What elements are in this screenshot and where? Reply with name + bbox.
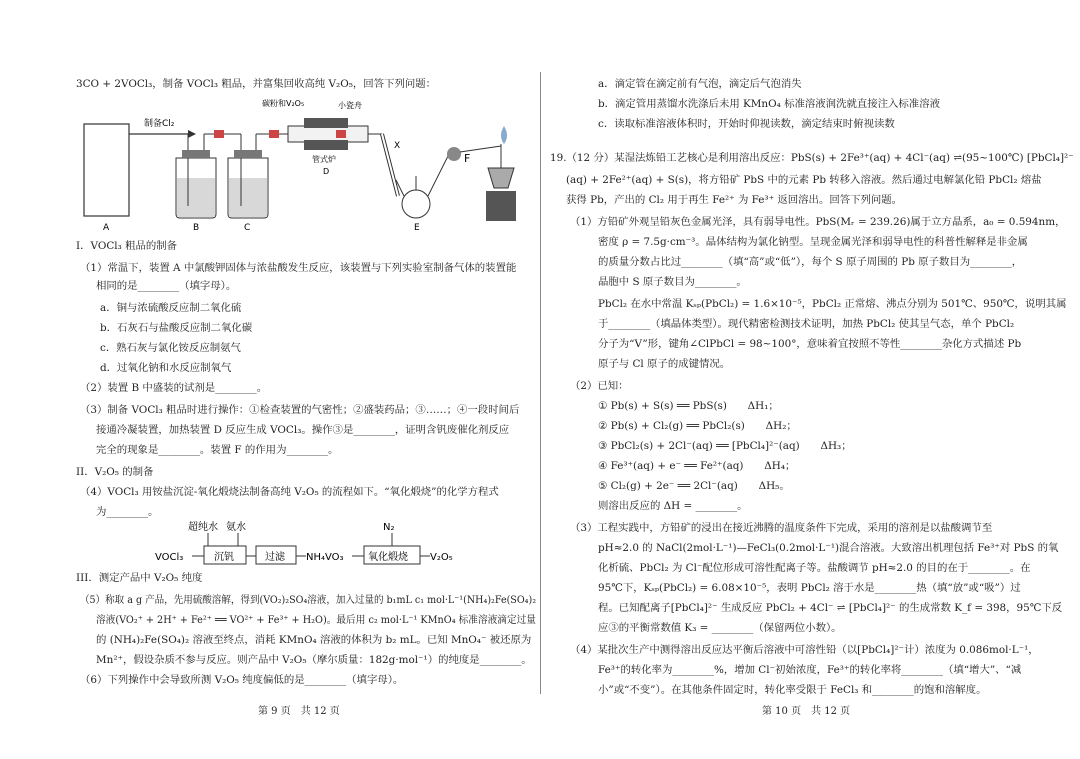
line: 密度 ρ = 7.5g·cm⁻³。晶体结构为氯化钠型。呈现金属光泽和弱导电性的科普性解释是非金属 <box>598 236 1028 248</box>
flow-gas: N₂ <box>383 522 395 533</box>
line: 则溶出反应的 ΔH = ________。 <box>598 500 748 512</box>
label-e: E <box>414 223 420 233</box>
page-footer-left: 第 9 页 共 12 页 <box>258 706 340 717</box>
line: 95℃下，Kₛₚ(PbCl₂) = 6.08×10⁻⁵，表明 PbCl₂ 溶于水是________热（填“放”或“吸”）过 <box>598 582 1021 594</box>
section-heading: III．测定产品中 V₂O₅ 纯度 <box>76 572 203 584</box>
line: 于________（填晶体类型）。现代精密检测技术证明，加热 PbCl₂ 使其呈气态，单个 PbCl₂ <box>598 318 1015 330</box>
line: PbCl₂ 在水中常温 Kₛₚ(PbCl₂) = 1.6×10⁻⁵，PbCl₂ 正常熔、沸点分别为 501℃、950℃，说明其属 <box>598 298 1067 310</box>
equation-5: ⑤ Cl₂(g) + 2e⁻ ══ 2Cl⁻(aq) ΔH₅。 <box>598 480 790 492</box>
drying-tube-f <box>447 147 461 161</box>
intro-line: 3CO + 2VOCl₃，制备 VOCl₃ 粗品，并富集回收高纯 V₂O₅，回答下列问题： <box>76 78 437 90</box>
label-boat: 小瓷舟 <box>338 101 362 110</box>
line: 程。已知配离子[PbCl₄]²⁻ 生成反应 PbCl₂ + 4Cl⁻ ⇌ [PbCl₄]²⁻ 的生成常数 K_f = 398，95℃下反 <box>598 602 1063 614</box>
line: 化析硫、PbCl₂ 为 Cl⁻配位形成可溶性配离子等。盐酸调节 pH≈2.0 的目的在于________。在 <box>598 562 1031 574</box>
option-a: a．滴定管在滴定前有气泡，滴定后气泡消失 <box>598 78 802 90</box>
line: （4）VOCl₃ 用铵盐沉淀-氧化煅烧法制备高纯 V₂O₅ 的流程如下。“氧化煅烧”的化学方程式 <box>80 486 499 498</box>
flow-reagent2: 氨水 <box>226 522 246 533</box>
line: （1）常温下，装置 A 中氯酸钾固体与浓盐酸发生反应，该装置与下列实验室制备气体的装置能 <box>80 262 517 274</box>
line: 分子为“V”形，键角∠ClPbCl = 98~100°，意味着宜按照不等性________杂化方式描述 Pb <box>598 338 1022 350</box>
line: （3）工程实践中，方铅矿的浸出在接近沸腾的温度条件下完成，采用的溶剂是以盐酸调节至 <box>570 522 993 534</box>
svg-text:过滤: 过滤 <box>265 552 285 563</box>
page-footer-right: 第 10 页 共 12 页 <box>762 706 851 717</box>
line: 为________。 <box>96 506 159 518</box>
option-c: c．读取标准溶液体积时，开始时仰视读数，滴定结束时俯视读数 <box>598 118 895 130</box>
apparatus-diagram <box>76 96 536 236</box>
label-carbon: 碳粉和V₂O₅ <box>262 99 305 108</box>
flow-end: V₂O₅ <box>430 552 453 563</box>
question-19: 19.（12 分）某湿法炼铅工艺核心是利用溶出反应：PbS(s) + 2Fe³⁺(aq) + 4Cl⁻(aq) ⇌(95~100℃) [PbCl₄]²⁻ <box>550 152 1074 164</box>
label-chlorine: 制备Cl₂ <box>144 119 175 129</box>
label-d: D <box>323 167 330 176</box>
equation-3: ③ PbCl₂(s) + 2Cl⁻(aq) ══ [PbCl₄]²⁻(aq) ΔH₃； <box>598 440 852 452</box>
equation-4: ④ Fe³⁺(aq) + e⁻ ══ Fe²⁺(aq) ΔH₄； <box>598 460 796 472</box>
line: （2）装置 B 中盛装的试剂是________。 <box>80 382 268 394</box>
label-b: B <box>193 223 200 233</box>
line: 接通冷凝装置，加热装置 D 反应生成 VOCl₃。操作③是________，证明含钒废催化剂反应 <box>96 424 510 436</box>
flow-reagent1: 超纯水 <box>188 522 218 533</box>
line: 晶胞中 S 原子数目为________。 <box>598 276 747 288</box>
line: 原子与 Cl 原子的成键情况。 <box>598 358 731 370</box>
line: 相同的是________（填字母）。 <box>96 280 237 292</box>
line: （5）称取 a g 产品，先用硫酸溶解，得到(VO₂)₂SO₄溶液，加入过量的 b₁mL c₁ mol·L⁻¹(NH₄)₂Fe(SO₄)₂ <box>80 594 537 606</box>
label-a: A <box>103 223 110 233</box>
flask-e <box>402 190 430 218</box>
option-a: a．铜与浓硫酸反应制二氧化硫 <box>100 302 242 314</box>
line: 小”或“不变”）。在其他条件固定时，转化率受限于 FeCl₃ 和________的饱和溶解度。 <box>598 684 987 696</box>
line: pH≈2.0 的 NaCl(2mol·L⁻¹)—FeCl₃(0.2mol·L⁻¹)混合溶液。大致溶出机理包括 Fe³⁺对 PbS 的氧 <box>598 542 1059 554</box>
line: 应③的平衡常数值 K₃ = ________（保留两位小数）。 <box>598 622 842 634</box>
equation-2: ② Pb(s) + Cl₂(g) ══ PbCl₂(s) ΔH₂； <box>598 420 797 432</box>
line: （6）下列操作中会导致所测 V₂O₅ 纯度偏低的是________（填字母）。 <box>80 674 404 686</box>
flow-mid: NH₄VO₃ <box>306 552 344 563</box>
tube-furnace-d <box>288 126 368 142</box>
line: (aq) + 2Fe²⁺(aq) + S(s)，将方铅矿 PbS 中的元素 Pb 转移入溶液。然后通过电解氯化铅 PbCl₂ 熔盐 <box>566 174 1042 186</box>
line: （4）某批次生产中测得溶出反应达平衡后溶液中可溶性铅（以[PbCl₄]²⁻计）浓度为 0.086mol·L⁻¹， <box>570 644 1039 656</box>
section-heading: II．V₂O₅ 的制备 <box>76 466 154 478</box>
line: 溶液(VO₂⁺ + 2H⁺ + Fe²⁺ ══ VO²⁺ + Fe³⁺ + H₂O)。最后用 c₂ mol·L⁻¹ KMnO₄ 标准溶液滴定过量 <box>96 614 536 626</box>
label-x: X <box>394 141 401 151</box>
line: （3）制备 VOCl₃ 粗品时进行操作：①检查装置的气密性；②盛装药品；③……；④一段时间后 <box>80 404 520 416</box>
option-b: b．滴定管用蒸馏水洗涤后未用 KMnO₄ 标准溶液润洗就直接注入标准溶液 <box>598 98 940 110</box>
line: （2）已知： <box>570 380 629 392</box>
flow-diagram <box>150 518 470 570</box>
label-f: F <box>464 152 471 165</box>
right-page <box>540 0 1080 759</box>
option-b: b．石灰石与盐酸反应制二氧化碳 <box>100 322 253 334</box>
line: 获得 Pb，产出的 Cl₂ 用于再生 Fe²⁺ 为 Fe³⁺ 返回溶出。回答下列问题。 <box>566 194 903 206</box>
label-c: C <box>244 223 251 233</box>
line: I．VOCl₃ 粗品的制备 <box>76 240 178 252</box>
line: Mn²⁺，假设杂质不参与反应。则产品中 V₂O₅（摩尔质量：182g·mol⁻¹）的纯度是________。 <box>96 654 532 666</box>
line: Fe³⁺的转化率为________%，增加 Cl⁻初始浓度，Fe³⁺的转化率将________（填“增大”、“减 <box>598 664 1022 676</box>
svg-text:氧化煅烧: 氧化煅烧 <box>368 552 408 563</box>
line: 的 (NH₄)₂Fe(SO₄)₂ 溶液至终点，消耗 KMnO₄ 溶液的体积为 b₂ mL。已知 MnO₄⁻ 被还原为 <box>96 634 532 646</box>
equation-1: ① Pb(s) + S(s) ══ PbS(s) ΔH₁； <box>598 400 779 412</box>
label-furnace: 管式炉 <box>312 155 336 164</box>
option-d: d．过氧化钠和水反应制氧气 <box>100 362 232 374</box>
line: 的质量分数占比过________（填“高”或“低”），每个 S 原子周围的 Pb 原子数目为________， <box>598 256 1023 268</box>
line: （1）方铅矿外观呈铅灰色金属光泽，具有弱导电性。PbS(Mᵣ = 239.26)属于立方晶系，a₀ = 0.594nm， <box>570 216 1066 228</box>
apparatus-a <box>84 124 129 216</box>
option-c: c．熟石灰与氯化铵反应制氨气 <box>100 342 241 354</box>
line: 完全的现象是________。装置 F 的作用为________。 <box>96 444 339 456</box>
svg-text:沉钒: 沉钒 <box>214 552 234 563</box>
flow-start: VOCl₃ <box>155 552 184 563</box>
